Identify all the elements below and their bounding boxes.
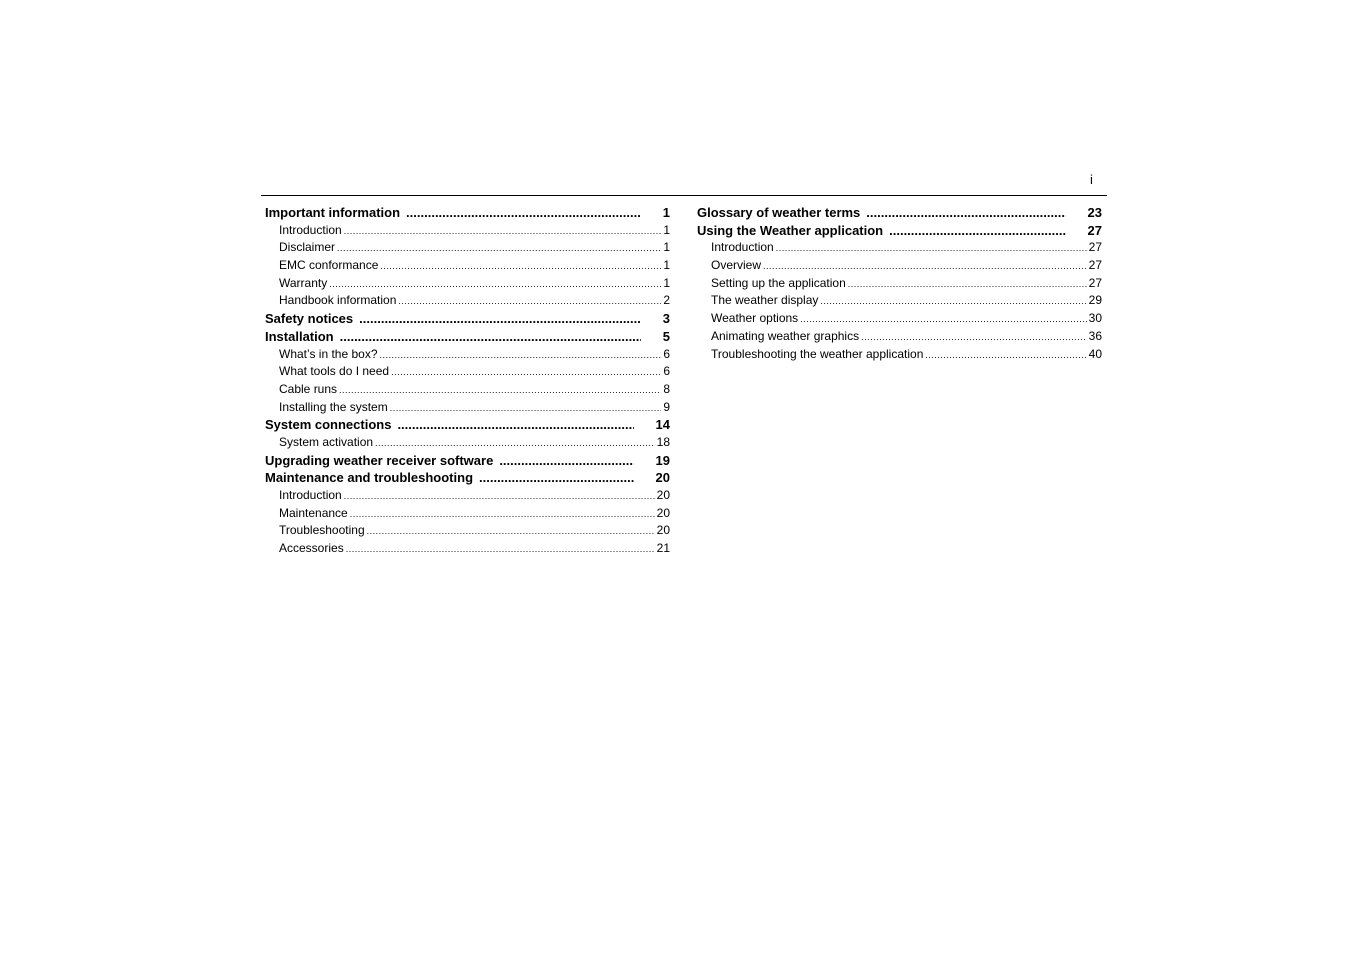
toc-entry-page: 18 [656, 434, 670, 449]
toc-subsection-entry[interactable] [265, 275, 670, 293]
toc-leader-dots [861, 328, 1087, 346]
toc-entry-title: What’s in the box? [279, 346, 378, 361]
toc-column-left [265, 204, 670, 558]
toc-entry-page: 29 [1088, 293, 1102, 308]
toc-section-entry[interactable] [697, 222, 1102, 240]
toc-subsection-entry[interactable] [697, 310, 1102, 328]
toc-leader-dots [391, 363, 661, 381]
toc-entry-page: 27 [1088, 275, 1102, 290]
toc-entry-page: 27 [1087, 222, 1102, 238]
toc-leader-dots [398, 292, 661, 310]
toc-subsection-entry[interactable] [265, 505, 670, 523]
toc-entry-title: Glossary of weather terms [697, 205, 861, 220]
toc-leader-dots [820, 292, 1086, 310]
toc-section-entry[interactable] [265, 328, 670, 346]
toc-entry-title: System connections [265, 417, 392, 433]
toc-subsection-entry[interactable] [265, 399, 670, 417]
toc-leader-dots [339, 381, 661, 399]
toc-leader-dots [848, 275, 1087, 293]
toc-entry-title: Introduction [711, 240, 774, 255]
toc-section-entry[interactable] [697, 204, 1102, 222]
toc-entry-title: Overview [711, 258, 762, 273]
toc-leader-dots [406, 204, 641, 222]
toc-entry-title: Maintenance and troubleshooting [265, 470, 474, 486]
toc-entry-title: Troubleshooting [279, 523, 365, 538]
toc-leader-dots [344, 487, 655, 505]
toc-leader-dots [340, 328, 641, 346]
toc-leader-dots [479, 469, 634, 487]
toc-entry-page: 1 [662, 205, 670, 220]
toc-entry-page: 36 [1088, 328, 1102, 343]
toc-entry-page: 20 [656, 523, 670, 538]
toc-leader-dots [866, 204, 1065, 222]
toc-section-entry[interactable] [265, 204, 670, 222]
toc-subsection-entry[interactable] [265, 540, 670, 558]
toc-leader-dots [397, 416, 633, 434]
toc-entry-title: EMC conformance [279, 258, 379, 273]
toc-leader-dots [776, 239, 1087, 257]
toc-subsection-entry[interactable] [265, 257, 670, 275]
toc-subsection-entry[interactable] [697, 292, 1102, 310]
toc-subsection-entry[interactable] [697, 257, 1102, 275]
toc-leader-dots [380, 257, 661, 275]
toc-subsection-entry[interactable] [265, 522, 670, 540]
toc-section-entry[interactable] [265, 416, 670, 434]
toc-entry-title: Warranty [279, 275, 328, 290]
toc-entry-title: System activation [279, 434, 374, 449]
toc-entry-page: 23 [1087, 205, 1102, 220]
header-rule [261, 195, 1107, 196]
toc-entry-title: Animating weather graphics [711, 328, 860, 343]
toc-subsection-entry[interactable] [265, 487, 670, 505]
toc-subsection-entry[interactable] [265, 381, 670, 399]
toc-subsection-entry[interactable] [265, 346, 670, 364]
toc-entry-page: 9 [663, 399, 670, 414]
toc-subsection-entry[interactable] [265, 434, 670, 452]
page-number: i [1090, 172, 1093, 187]
toc-entry-title: Introduction [279, 222, 342, 237]
toc-entry-title: Cable runs [279, 381, 338, 396]
toc-entry-page: 2 [663, 293, 670, 308]
toc-entry-page: 20 [656, 505, 670, 520]
toc-entry-title: Accessories [279, 541, 344, 556]
toc-entry-page: 6 [663, 346, 670, 361]
toc-subsection-entry[interactable] [265, 363, 670, 381]
toc-column-right [697, 204, 1102, 363]
toc-leader-dots [346, 540, 655, 558]
toc-subsection-entry[interactable] [697, 239, 1102, 257]
toc-entry-page: 1 [663, 240, 670, 255]
toc-entry-page: 20 [655, 470, 670, 486]
toc-subsection-entry[interactable] [697, 346, 1102, 364]
toc-leader-dots [380, 346, 662, 364]
toc-entry-title: Important information [265, 205, 401, 220]
toc-subsection-entry[interactable] [697, 328, 1102, 346]
toc-entry-title: Installing the system [279, 399, 388, 414]
toc-subsection-entry[interactable] [265, 222, 670, 240]
toc-entry-title: Safety notices [265, 311, 354, 327]
toc-leader-dots [925, 346, 1086, 364]
toc-leader-dots [329, 275, 661, 293]
toc-leader-dots [763, 257, 1087, 275]
toc-section-entry[interactable] [265, 310, 670, 328]
toc-entry-title: The weather display [711, 293, 819, 308]
toc-subsection-entry[interactable] [265, 292, 670, 310]
toc-leader-dots [800, 310, 1086, 328]
toc-entry-page: 30 [1088, 311, 1102, 326]
toc-section-entry[interactable] [265, 452, 670, 470]
toc-section-entry[interactable] [265, 469, 670, 487]
toc-entry-title: What tools do I need [279, 364, 390, 379]
toc-entry-page: 5 [662, 328, 670, 344]
toc-leader-dots [889, 222, 1065, 240]
toc-leader-dots [375, 434, 655, 452]
toc-subsection-entry[interactable] [697, 275, 1102, 293]
toc-leader-dots [337, 239, 661, 257]
toc-entry-page: 14 [655, 417, 670, 433]
toc-entry-page: 1 [663, 258, 670, 273]
toc-entry-page: 27 [1088, 240, 1102, 255]
toc-entry-page: 21 [656, 541, 670, 556]
toc-entry-title: Maintenance [279, 505, 348, 520]
toc-leader-dots [350, 505, 655, 523]
toc-entry-title: Installation [265, 328, 334, 344]
toc-entry-page: 40 [1088, 346, 1102, 361]
toc-entry-title: Handbook information [279, 293, 397, 308]
toc-entry-title: Weather options [711, 311, 799, 326]
toc-leader-dots [344, 222, 662, 240]
toc-entry-title: Introduction [279, 488, 342, 502]
toc-subsection-entry[interactable] [265, 239, 670, 257]
toc-entry-page: 8 [663, 381, 670, 396]
toc-entry-page: 1 [663, 222, 670, 237]
toc-leader-dots [390, 399, 662, 417]
toc-leader-dots [499, 452, 633, 470]
toc-entry-title: Disclaimer [279, 240, 336, 255]
toc-entry-page: 20 [656, 488, 670, 502]
toc-entry-title: Setting up the application [711, 275, 846, 290]
toc-entry-page: 27 [1088, 258, 1102, 273]
toc-entry-title: Upgrading weather receiver software [265, 452, 494, 468]
toc-entry-title: Troubleshooting the weather application [711, 346, 924, 361]
toc-entry-page: 1 [663, 275, 670, 290]
toc-entry-page: 6 [663, 364, 670, 379]
toc-entry-page: 19 [655, 452, 670, 468]
toc-leader-dots [367, 522, 655, 540]
toc-entry-title: Using the Weather application [697, 222, 884, 238]
toc-entry-page: 3 [662, 311, 670, 327]
toc-leader-dots [359, 310, 641, 328]
